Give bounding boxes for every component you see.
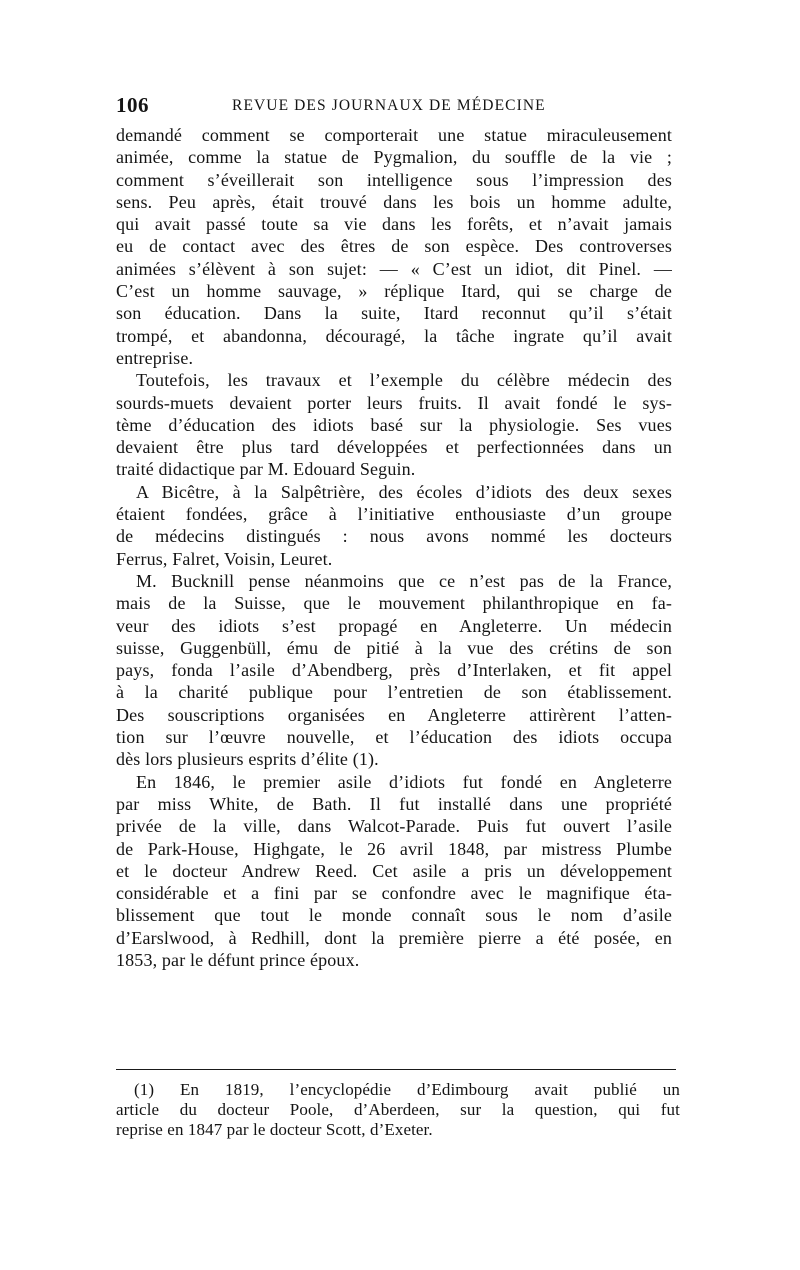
text-line: tion sur l’œuvre nouvelle, et l’éducation des idiots occupa	[116, 727, 672, 748]
text-line: sourds-muets devaient porter leurs fruits. Il avait fondé le sys-	[116, 392, 672, 413]
footnotes	[116, 1080, 680, 1140]
text-line: pays, fonda l’asile d’Abendberg, près d’Interlaken, et fit appel	[116, 660, 672, 681]
text-line: de médecins distingués : nous avons nommé les docteurs	[116, 526, 672, 547]
text-line: d’Earslwood, à Redhill, dont la première pierre a été posée, en	[116, 927, 672, 948]
text-line: demandé comment se comporterait une statue miraculeusement	[116, 125, 672, 145]
text-line: étaient fondées, grâce à l’initiative enthousiaste d’un groupe	[116, 504, 672, 525]
text-line: veur des idiots s’est propagé en Angleterre. Un médecin	[116, 615, 672, 636]
paragraph-start-line: M. Bucknill pense néanmoins que ce n’est pas de la France,	[136, 570, 672, 591]
text-line: traité didactique par M. Edouard Seguin.	[116, 459, 416, 480]
paragraph-start-line: Toutefois, les travaux et l’exemple du célèbre médecin des	[136, 370, 672, 391]
page-number: 106	[116, 93, 149, 117]
text-line: animées s’élèvent à son sujet: — « C’est un idiot, dit Pinel. —	[116, 258, 672, 279]
running-head	[116, 93, 688, 117]
text-line: son éducation. Dans la suite, Itard reconnut qu’il s’était	[116, 303, 672, 324]
text-line: et le docteur Andrew Reed. Cet asile a pris un développement	[116, 860, 672, 881]
running-title: REVUE DES JOURNAUX DE MÉDECINE	[232, 97, 546, 114]
paragraph-start-line: En 1846, le premier asile d’idiots fut fondé en Angleterre	[136, 771, 672, 792]
footnote-line: reprise en 1847 par le docteur Scott, d’Exeter.	[116, 1120, 433, 1139]
text-line: à la charité publique pour l’entretien de son établissement.	[116, 682, 672, 703]
text-line: Des souscriptions organisées en Angleterre attirèrent l’atten-	[116, 704, 672, 725]
footnote-separator	[116, 1069, 676, 1070]
footnote-line: article du docteur Poole, d’Aberdeen, sur la question, qui fut	[116, 1100, 680, 1119]
text-line: blissement que tout le monde connaît sous le nom d’asile	[116, 905, 672, 926]
text-line: C’est un homme sauvage, » réplique Itard, qui se charge de	[116, 281, 672, 302]
text-line: par miss White, de Bath. Il fut installé dans une propriété	[116, 793, 672, 814]
text-line: considérable et a fini par se confondre avec le magnifique éta-	[116, 883, 672, 904]
text-line: dès lors plusieurs esprits d’élite (1).	[116, 749, 379, 770]
text-line: sens. Peu après, était trouvé dans les bois un homme adulte,	[116, 191, 672, 212]
text-line: animée, comme la statue de Pygmalion, du souffle de la vie ;	[116, 147, 672, 168]
text-line: tème d’éducation des idiots basé sur la physiologie. Ses vues	[116, 414, 672, 435]
text-line: privée de la ville, dans Walcot-Parade. Puis fut ouvert l’asile	[116, 816, 672, 837]
text-line: mais de la Suisse, que le mouvement philanthropique en fa-	[116, 593, 672, 614]
text-line: devaient être plus tard développées et perfectionnées dans un	[116, 437, 672, 458]
text-line: 1853, par le défunt prince époux.	[116, 949, 360, 970]
text-line: entreprise.	[116, 347, 194, 368]
text-line: comment s’éveillerait son intelligence sous l’impression des	[116, 169, 672, 190]
text-line: eu de contact avec des êtres de son espèce. Des controverses	[116, 236, 672, 257]
body-text	[116, 124, 672, 971]
footnote-line: (1) En 1819, l’encyclopédie d’Edimbourg avait publié un	[134, 1080, 680, 1099]
text-line: trompé, et abandonna, découragé, la tâche ingrate qu’il avait	[116, 325, 672, 346]
text-line: qui avait passé toute sa vie dans les forêts, et n’avait jamais	[116, 214, 672, 235]
paragraph-start-line: A Bicêtre, à la Salpêtrière, des écoles d’idiots des deux sexes	[136, 481, 672, 502]
text-line: de Park-House, Highgate, le 26 avril 1848, par mistress Plumbe	[116, 838, 672, 859]
text-line: Ferrus, Falret, Voisin, Leuret.	[116, 548, 333, 569]
text-line: suisse, Guggenbüll, ému de pitié à la vue des crétins de son	[116, 637, 672, 658]
